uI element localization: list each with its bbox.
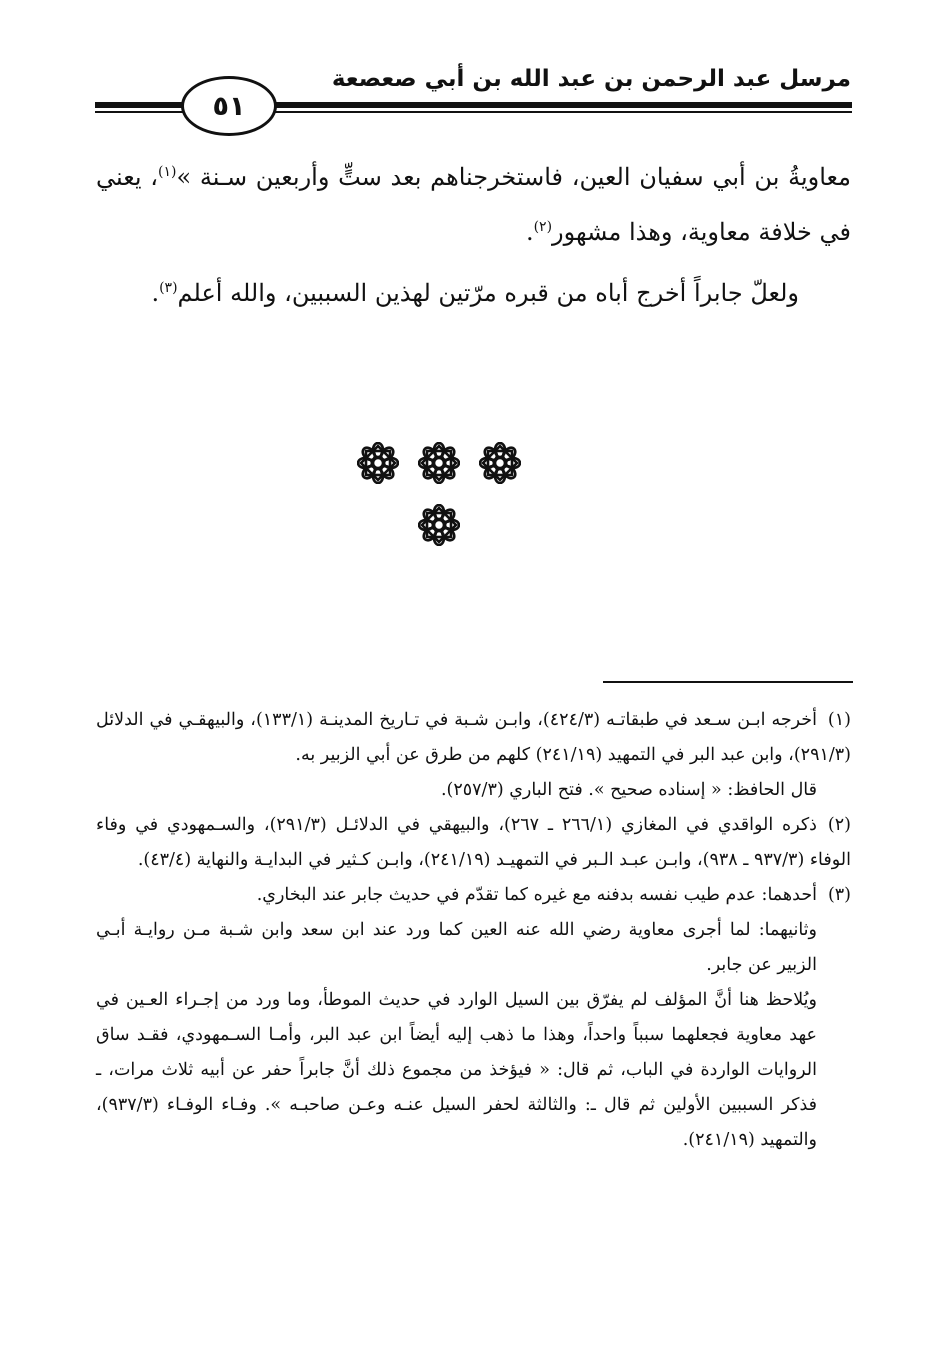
eight-petal-flower-icon [479, 442, 521, 484]
footnote-ref-1: (١) [157, 164, 177, 180]
section-divider-ornaments [355, 438, 535, 553]
footnote-ref-2: (٢) [533, 219, 553, 235]
paragraph-2: ولعلّ جابراً أخرج أباه من قبره مرّتين لهذين السببين، والله أعلم$^{(٣)}$. [151, 279, 799, 307]
footnote-number: (٢) [827, 815, 851, 835]
footnote-2: (٢)ذكره الواقدي في المغازي (٢٦٦/١ ـ ٢٦٧)، والبيهقي في الدلائـل (٢٩١/٣)، والسـمهودي في وفاء الوفاء (٩٣٧/٣ ـ ٩٣٨)، وابـن عبـد الـبر في التمهيـد (٢٤١/١٩)، وابـن كـثير في البدايـة والنهاية (٤٣/٤). [96, 808, 851, 878]
footnote-separator [603, 681, 853, 683]
eight-petal-flower-icon [418, 442, 460, 484]
footnote-1: (١)أخرجه ابـن سـعد في طبقاتـه (٤٢٤/٣)، وابـن شـبة في تـاريخ المدينـة (١٣٣/١)، والبيهقـي في الدلائل (٢٩١/٣)، وابن عبد البر في التمهيد (٢٤١/١٩) كلهم من طرق عن أبي الزبير به. [96, 703, 851, 773]
running-header-title: مرسل عبد الرحمن بن عبد الله بن أبي صعصعة [331, 66, 851, 92]
footnote-3: (٣)أحدهما: عدم طيب نفسه بدفنه مع غيره كما تقدّم في حديث جابر عند البخاري. [96, 878, 851, 913]
footnote-ref-3: (٣) [159, 280, 178, 296]
eight-petal-flower-icon [418, 504, 460, 546]
footnotes [96, 703, 851, 1158]
page-number: ٥١ [181, 76, 277, 136]
footnote-number: (٣) [827, 885, 851, 905]
footnote-number: (١) [827, 710, 851, 730]
footnote-3-continuation: وثانيهما: لما أجرى معاوية رضي الله عنه العين كما ورد عند ابن سعد وابن شـبة مـن روايـة أبـي الزبير عن جابر. [96, 920, 817, 975]
paragraph-1: معاويةُ بن أبي سفيان العين، فاستخرجناهم بعد ستٍّ وأربعين سـنة »$^{(١)}$، يعني في خلافة معاوية، وهذا مشهور$^{(٢)}$. [96, 163, 851, 246]
footnote-1-continuation: قال الحافظ: « إسناده صحيح ». فتح الباري (٢٥٧/٣). [440, 780, 817, 800]
eight-petal-flower-icon [357, 442, 399, 484]
main-text [96, 150, 851, 321]
footnote-3-continuation: ويُلاحظ هنا أنَّ المؤلف لم يفرّق بين السيل الوارد في حديث الموطأ، وما ورد من إجـراء العـين في عهد معاوية فجعلهما سبباً واحداً، وهذا ما ذهب إليه أيضاً ابن عبد البر، وأمـا السـمهودي، فقـد ساق الروايات الواردة في الباب، ثم قال: « فيؤخذ من مجموع ذلك أنَّ جابراً حفر عن أبيه ثلاث مرات، ـ فذكر السببين الأولين ثم قال ـ: والثالثة لحفر السيل عنـه وعـن صاحبـه ». وفـاء الوفـاء (٩٣٧/٣)، والتمهيد (٢٤١/١٩). [96, 990, 817, 1150]
